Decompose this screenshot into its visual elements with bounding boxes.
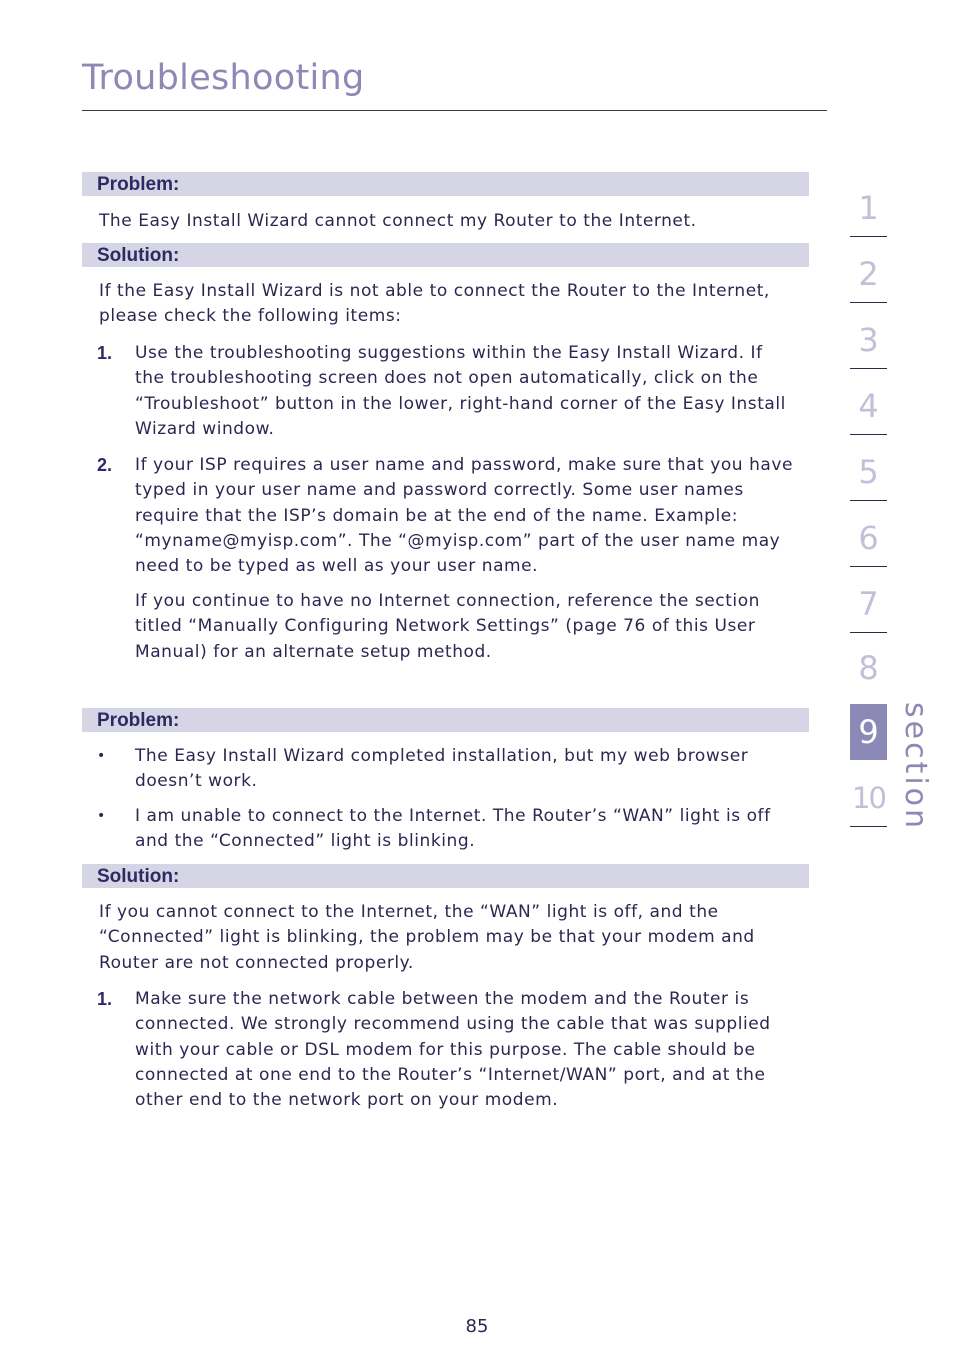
bullet-icon: • bbox=[97, 808, 106, 824]
text-line: If you continue to have no Internet connection, reference the section bbox=[135, 591, 760, 611]
text-line: please check the following items: bbox=[99, 306, 402, 327]
item-text bbox=[135, 987, 807, 1113]
section-tab-7[interactable]: 7 bbox=[850, 576, 887, 633]
item-text bbox=[135, 453, 807, 579]
problem-text bbox=[99, 209, 811, 234]
text-line: connected. We strongly recommend using the cable that was supplied bbox=[135, 1014, 771, 1035]
solution-heading-bar bbox=[82, 243, 809, 267]
text-line: with your cable or DSL modem for this purpose. The cable should be bbox=[135, 1039, 756, 1060]
section-label: section bbox=[898, 702, 933, 832]
item-number: 1. bbox=[97, 343, 113, 363]
text-line: doesn’t work. bbox=[135, 771, 258, 792]
solution-heading-bar bbox=[82, 864, 809, 888]
solution-heading: Solution: bbox=[97, 866, 180, 887]
text-line: Manual) for an alternate setup method. bbox=[135, 641, 492, 662]
section-tab-1[interactable]: 1 bbox=[850, 180, 887, 237]
text-line: The Easy Install Wizard completed installation, but my web browser bbox=[135, 746, 749, 766]
text-line: If you cannot connect to the Internet, the “WAN” light is off, and the bbox=[99, 902, 719, 922]
text-line: The Easy Install Wizard cannot connect my Router to the Internet. bbox=[99, 211, 697, 231]
text-line: require that the ISP’s domain be at the end of the name. Example: bbox=[135, 505, 739, 526]
page-number: 85 bbox=[465, 1316, 489, 1337]
item-text bbox=[135, 804, 807, 855]
section-tab-9[interactable]: 9 bbox=[850, 704, 887, 760]
section-tab-4[interactable]: 4 bbox=[850, 378, 887, 435]
item-text bbox=[135, 341, 807, 442]
text-line: Router are not connected properly. bbox=[99, 952, 414, 973]
text-line: Make sure the network cable between the modem and the Router is bbox=[135, 989, 750, 1009]
problem-heading: Problem: bbox=[97, 174, 180, 195]
text-line: typed in your user name and password correctly. Some user names bbox=[135, 480, 744, 501]
text-line: Use the troubleshooting suggestions within the Easy Install Wizard. If bbox=[135, 343, 763, 363]
problem-heading-bar bbox=[82, 172, 809, 196]
text-line: I am unable to connect to the Internet. The Router’s “WAN” light is off bbox=[135, 806, 771, 826]
text-line: and the “Connected” light is blinking. bbox=[135, 831, 476, 852]
text-line: If your ISP requires a user name and password, make sure that you have bbox=[135, 455, 793, 475]
text-line: other end to the network port on your modem. bbox=[135, 1090, 559, 1111]
title-rule bbox=[82, 110, 827, 111]
section-tab-8[interactable]: 8 bbox=[858, 649, 879, 687]
bullet-icon: • bbox=[97, 748, 106, 764]
item-number: 1. bbox=[97, 989, 113, 1009]
text-line: If the Easy Install Wizard is not able to connect the Router to the Internet, bbox=[99, 281, 770, 301]
followup-text bbox=[135, 589, 811, 665]
section-tab-2[interactable]: 2 bbox=[850, 246, 887, 303]
solution-intro bbox=[99, 279, 811, 330]
text-line: “myname@myisp.com”. The “@myisp.com” part of the user name may bbox=[135, 530, 781, 551]
item-text bbox=[135, 744, 807, 795]
section-tab-3[interactable]: 3 bbox=[850, 312, 887, 369]
text-line: titled “Manually Configuring Network Settings” (page 76 of this User bbox=[135, 616, 756, 637]
text-line: Wizard window. bbox=[135, 418, 275, 439]
text-line: need to be typed as well as your user name. bbox=[135, 556, 539, 577]
text-line: “Troubleshoot” button in the lower, right-hand corner of the Easy Install bbox=[135, 393, 786, 414]
item-number: 2. bbox=[97, 455, 113, 475]
text-line: the troubleshooting screen does not open automatically, click on the bbox=[135, 368, 759, 389]
solution-intro bbox=[99, 900, 811, 976]
text-line: connected at one end to the Router’s “Internet/WAN” port, and at the bbox=[135, 1064, 766, 1085]
section-tab-6[interactable]: 6 bbox=[850, 510, 887, 567]
section-tab-5[interactable]: 5 bbox=[850, 444, 887, 501]
section-tab-10[interactable]: 10 bbox=[850, 770, 887, 827]
solution-heading: Solution: bbox=[97, 245, 180, 266]
problem-heading-bar bbox=[82, 708, 809, 732]
text-line: “Connected” light is blinking, the problem may be that your modem and bbox=[99, 927, 755, 948]
problem-heading: Problem: bbox=[97, 710, 180, 731]
page-title: Troubleshooting bbox=[82, 58, 365, 98]
